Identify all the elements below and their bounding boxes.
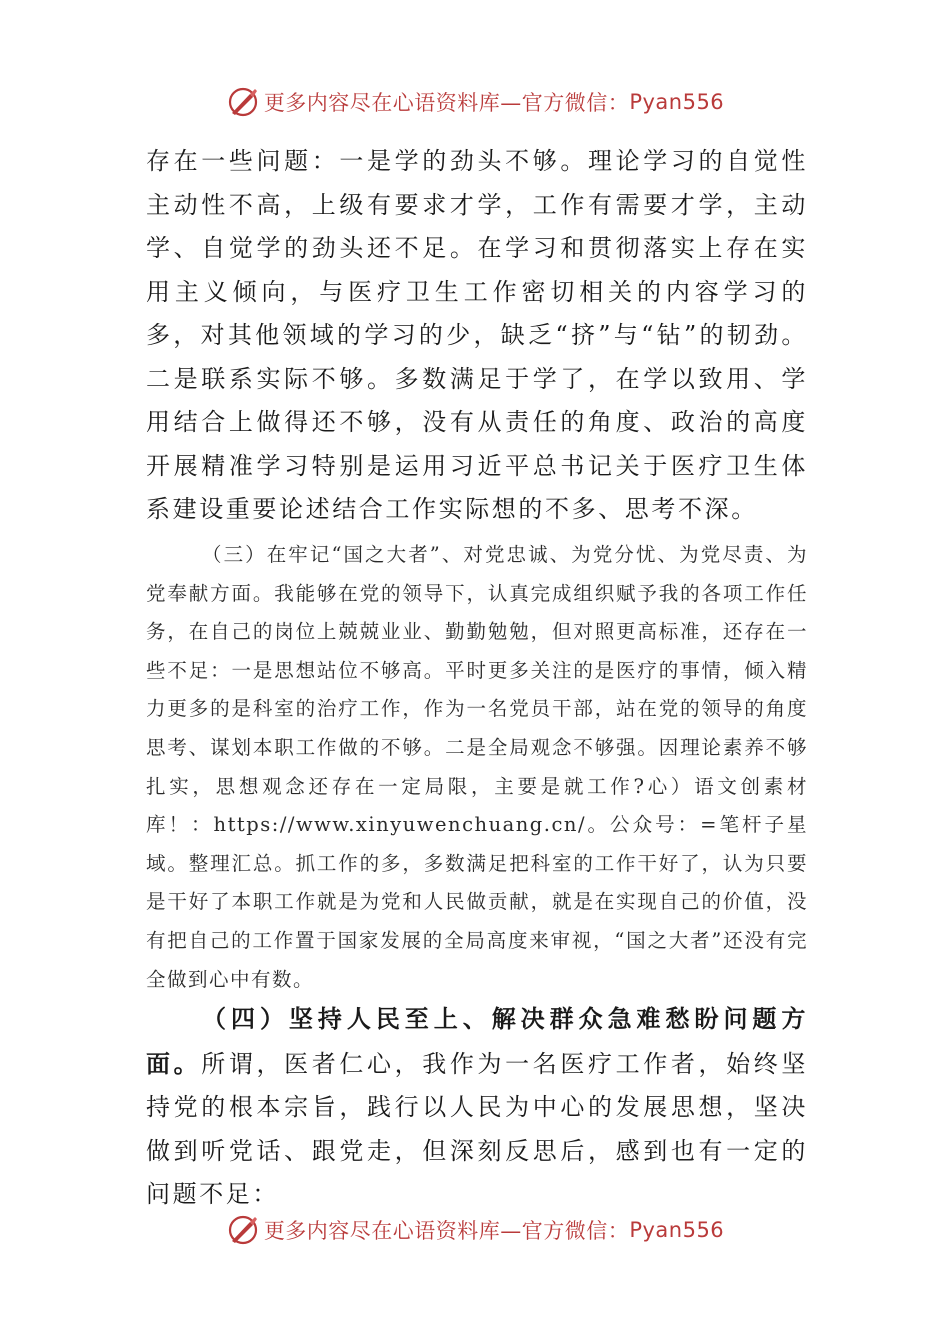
pen-circle-logo-icon [226,1213,260,1247]
footer-wechat-id: Pyan556 [629,1218,725,1242]
paragraph-2: （三）在牢记“国之大者”、对党忠诚、为党分忧、为党尽责、为党奉献方面。我能够在党的领导下，认真完成组织赋予我的各项工作任务，在自己的岗位上兢兢业业、勤勤勉勉，但对照更高标准，还存在一些不足：一是思想站位不够高。平时更多关注的是医疗的事情，倾入精力更多的是科室的治疗工作，作为一名党员干部，站在党的领导的角度思考、谋划本职工作做的不够。二是全局观念不够强。因理论素养不够扎实，思想观念还存在一定局限，主要是就工作?心）语文创素材库！：https://www.xinyuwenchuang.cn/。公众号：=笔杆子星域。整理汇总。抓工作的多，多数满足把科室的工作干好了，认为只要是干好了本职工作就是为党和人民做贡献，就是在实现自己的价值，没有把自己的工作置于国家发展的全局高度来审视，“国之大者”还没有完全做到心中有数。 [146,543,808,991]
footer-banner-text: 更多内容尽在心语资料库—官方微信： [263,1219,630,1243]
paragraph-3-body: 所谓，医者仁心，我作为一名医疗工作者，始终坚持党的根本宗旨，践行以人民为中心的发展思想，坚决做到听党话、跟党走，但深刻反思后，感到也有一定的问题不足： [146,1049,809,1208]
section-heading-4: （四）坚持人民至上、解决群众急难愁盼问题方面。 [146,1004,808,1078]
header-banner [0,82,950,122]
pen-circle-logo-icon [226,85,260,119]
header-banner-text: 更多内容尽在心语资料库—官方微信： [263,91,630,115]
header-wechat-id: Pyan556 [629,90,725,114]
paragraph-3 [146,997,808,1217]
paragraph-1: 存在一些问题：一是学的劲头不够。理论学习的自觉性主动性不高，上级有要求才学，工作有需要才学，主动学、自觉学的劲头还不足。在学习和贯彻落实上存在实用主义倾向，与医疗卫生工作密切相关的内容学习的多，对其他领域的学习的少，缺乏“挤”与“钻”的韧劲。二是联系实际不够。多数满足于学了，在学以致用、学用结合上做得还不够，没有从责任的角度、政治的高度开展精准学习特别是运用习近平总书记关于医疗卫生体系建设重要论述结合工作实际想的不多、思考不深。 [146,147,808,523]
footer-banner [0,1210,950,1250]
